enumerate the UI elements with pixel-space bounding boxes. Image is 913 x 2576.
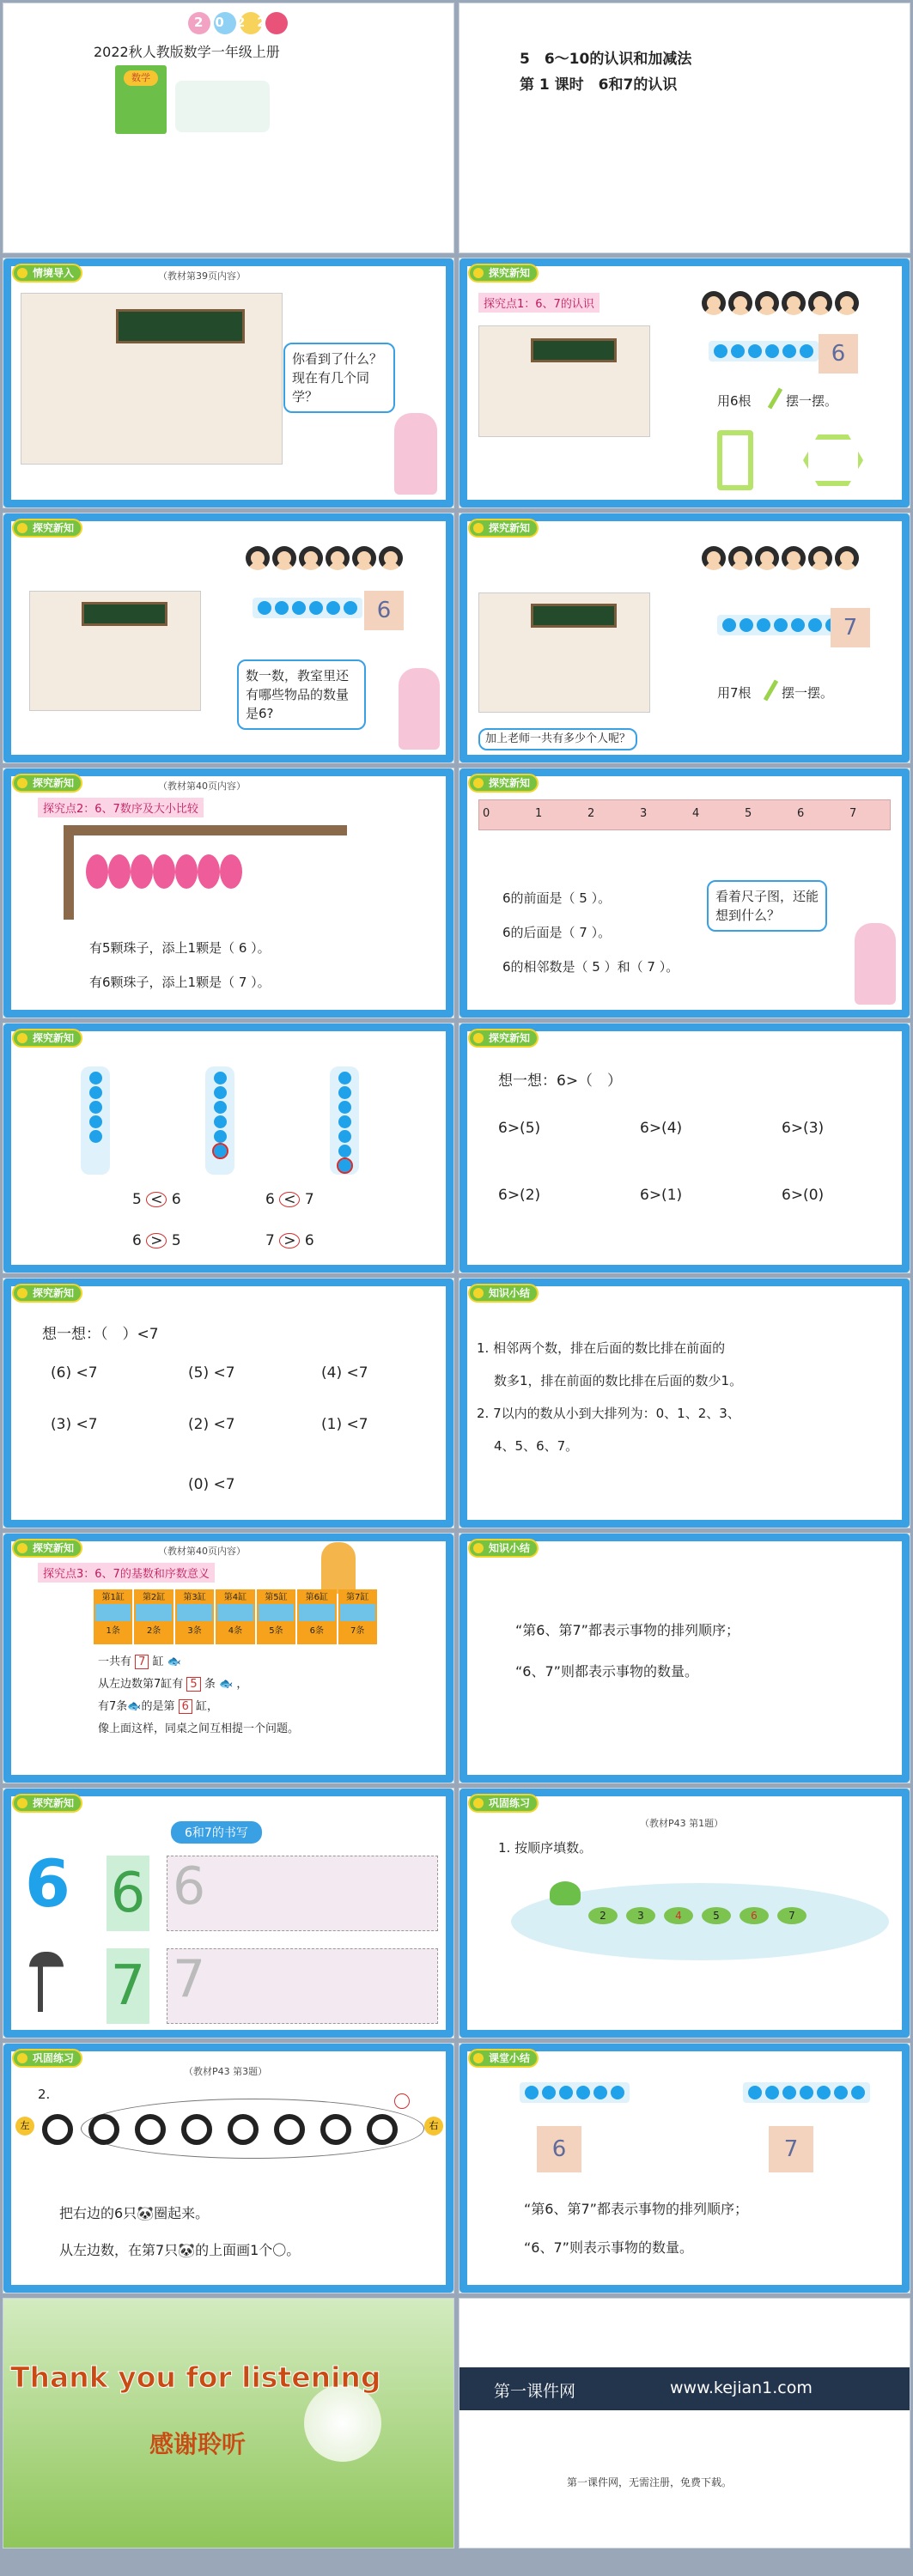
number-card-6: 6: [537, 2126, 581, 2172]
question: 1. 按顺序填数。: [498, 1840, 593, 1856]
page-note: （教材P43 第3题）: [184, 2066, 268, 2077]
thanks-zh: 感谢聆听: [149, 2430, 247, 2458]
bead-line-1: 有5颗珠子，添上1颗是（ 6 ）。: [89, 940, 271, 956]
brand-slogan: 第一课件网，无需注册，免费下载。: [567, 2476, 733, 2488]
frog-illustration: [550, 1881, 581, 1905]
pad-number: 4: [664, 1907, 693, 1924]
think-title: 想一想：（ ）<7: [42, 1326, 159, 1343]
answer-item: (0) <7: [188, 1476, 235, 1493]
abacus-post: [64, 825, 74, 920]
right-badge: 右: [424, 2117, 443, 2136]
tank-label: 第7缸: [346, 1593, 369, 1602]
ruler-tick: 4: [692, 807, 700, 820]
dot-row-6: [709, 341, 819, 361]
counter-7: [330, 1066, 359, 1175]
section-tag: 探究新知: [12, 519, 82, 538]
summary-point-2: 2. 7以内的数从小到大排列为：0、1、2、3、: [477, 1406, 740, 1421]
slide-think-2[interactable]: [3, 1278, 454, 1528]
slide-explore-1[interactable]: [459, 258, 910, 508]
dot-row-7: [717, 615, 844, 635]
answer-item: (1) <7: [321, 1416, 368, 1433]
ruler-tick: 2: [587, 807, 595, 820]
classroom-illustration: [478, 592, 650, 713]
classroom-illustration: [478, 325, 650, 437]
classroom-illustration: [21, 293, 283, 465]
speech-bubble: 你看到了什么？现在有几个同学？: [283, 343, 395, 413]
kids-row: [702, 546, 859, 570]
girl-illustration: [399, 668, 440, 750]
ruler-line-3: 6的相邻数是（ 5 ）和（ 7 ）。: [502, 959, 679, 975]
stick-shape-hexagon: [803, 434, 863, 486]
slide-thanks[interactable]: [3, 2298, 454, 2549]
dot-row-7: [743, 2082, 870, 2103]
stick-icon: [764, 679, 778, 701]
sickle-icon: [29, 1952, 64, 2012]
tank-label: 第5缸: [265, 1593, 288, 1602]
ruler-tick: 5: [745, 807, 752, 820]
stick-text-2: 摆一摆。: [786, 393, 838, 409]
thanks-en: Thank you for listening: [10, 2360, 381, 2394]
page-note: （教材第39页内容）: [158, 270, 246, 282]
compare-6-5: 6 > 5: [132, 1232, 181, 1249]
pad-number: 7: [777, 1907, 806, 1924]
answer-item: 6>(4): [640, 1120, 683, 1137]
speech-bubble: 数一数，教室里还有哪些物品的数量是6?: [237, 659, 366, 730]
slide-cardinal-ordinal[interactable]: [3, 1533, 454, 1783]
think-title: 想一想：6>（ ）: [498, 1072, 623, 1090]
question-caption: 加上老师一共有多少个人呢？: [478, 728, 637, 750]
tank-count: 5条: [269, 1626, 283, 1636]
answer-item: 6>(5): [498, 1120, 541, 1137]
stick-icon: [768, 387, 782, 409]
number-card-6: 6: [819, 334, 858, 374]
pad-number: 5: [702, 1907, 731, 1924]
tank-label: 第1缸: [101, 1593, 125, 1602]
answer-item: (5) <7: [188, 1364, 235, 1382]
answer-item: (4) <7: [321, 1364, 368, 1382]
stick-text-2: 摆一摆。: [782, 685, 834, 701]
pad-number: 3: [626, 1907, 655, 1924]
section-tag: 探究新知: [12, 774, 82, 793]
compare-5-6: 5 < 6: [132, 1191, 181, 1208]
boy-illustration: [321, 1542, 356, 1594]
number-card-6: 6: [364, 591, 404, 630]
slide-summary-2[interactable]: [459, 1533, 910, 1783]
slide-sequence-beads[interactable]: [3, 768, 454, 1018]
summary-point-2b: 4、5、6、7。: [494, 1438, 579, 1454]
summary-point-1b: 数多1，排在前面的数比排在后面的数少1。: [494, 1373, 743, 1388]
tank-count: 2条: [146, 1626, 161, 1636]
tank-label: 第2缸: [142, 1593, 166, 1602]
brand-url[interactable]: www.kejian1.com: [670, 2379, 813, 2397]
year-text: 2022: [194, 15, 278, 30]
task-line-1: 把右边的6只🐼圈起来。: [59, 2205, 210, 2221]
lily-pads: [588, 1907, 806, 1924]
section-tag: 探究新知: [12, 1029, 82, 1048]
compare-7-6: 7 > 6: [265, 1232, 314, 1249]
summary-line-2: “6、7”则都表示事物的数量。: [515, 1663, 698, 1680]
slide-situation[interactable]: [3, 258, 454, 508]
kids-row: [246, 546, 403, 570]
compare-6-7: 6 < 7: [265, 1191, 314, 1208]
section-tag: 探究新知: [468, 264, 539, 283]
section-tag: 巩固练习: [12, 2049, 82, 2068]
page-note: （教材第40页内容）: [158, 1546, 246, 1557]
slide-brand[interactable]: [459, 2298, 910, 2549]
girl-illustration: [855, 923, 896, 1005]
section-tag: 探究新知: [12, 1794, 82, 1813]
tank-count: 4条: [228, 1626, 243, 1636]
slide-title[interactable]: [459, 3, 910, 253]
circle-answer: [394, 2093, 410, 2109]
ruler-tick: 1: [535, 807, 543, 820]
tank-label: 第4缸: [223, 1593, 247, 1602]
tank-label: 第3缸: [183, 1593, 206, 1602]
slide-writing[interactable]: [3, 1788, 454, 2038]
slide-compare[interactable]: [3, 1023, 454, 1273]
counter-6: [205, 1066, 234, 1175]
fish-tank-row: [94, 1589, 377, 1644]
bead-line-2: 有6颗珠子，添上1颗是（ 7 ）。: [89, 975, 271, 990]
tank-line-4: 像上面这样，同桌之间互相提一个问题。: [98, 1722, 300, 1735]
abacus-beads: [86, 854, 242, 889]
answer-item: 6>(1): [640, 1187, 683, 1204]
panda-row: [42, 2114, 398, 2145]
tank-line-2: 从左边数第7缸有 5 条 🐟 ，: [98, 1678, 248, 1691]
page-note: （教材第40页内容）: [158, 781, 246, 792]
tank-count: 3条: [187, 1626, 202, 1636]
ruler-line-1: 6的前面是（ 5 ）。: [502, 890, 612, 906]
ruler-line-2: 6的后面是（ 7 ）。: [502, 925, 612, 940]
left-badge: 左: [15, 2117, 34, 2136]
slide-explore-3[interactable]: [459, 513, 910, 763]
girl-illustration: [394, 413, 437, 495]
section-tag: 探究新知: [468, 519, 539, 538]
answer-item: 6>(0): [782, 1187, 825, 1204]
section-tag: 巩固练习: [468, 1794, 539, 1813]
summary-line-1: “第6、第7”都表示事物的排列顺序；: [524, 2201, 748, 2217]
explore-point: 探究点2：6、7数序及大小比较: [38, 798, 204, 817]
classroom-illustration: [29, 591, 201, 711]
section-tag: 探究新知: [12, 1539, 82, 1558]
number-card-7: 7: [769, 2126, 813, 2172]
task-line-2: 从左边数，在第7只🐼的上面画1个〇。: [59, 2242, 301, 2258]
ruler-tick: 6: [797, 807, 805, 820]
summary-line-1: “第6、第7”都表示事物的排列顺序；: [515, 1622, 740, 1638]
answer-item: 6>(3): [782, 1120, 825, 1137]
slide-think-1[interactable]: [459, 1023, 910, 1273]
section-tag: 知识小结: [468, 1284, 539, 1303]
dandelion-illustration: [304, 2385, 381, 2462]
stick-text-1: 用6根: [717, 393, 752, 409]
lesson-title: 第 1 课时 6和7的认识: [520, 76, 678, 94]
dot-row-6: [520, 2082, 630, 2103]
slide-explore-2[interactable]: [3, 513, 454, 763]
dot-row-6: [253, 598, 362, 618]
digit-6-box: 6: [107, 1856, 149, 1931]
tank-count: 7条: [350, 1626, 365, 1636]
ruler: [478, 799, 891, 830]
question: 2.: [38, 2087, 51, 2102]
writing-title: 6和7的书写: [171, 1821, 262, 1844]
section-tag: 知识小结: [468, 1539, 539, 1558]
digit-7-box: 7: [107, 1948, 149, 2024]
pad-number: 6: [740, 1907, 769, 1924]
unit-title: 5 6～10的认识和加减法: [520, 51, 692, 68]
slide-class-summary[interactable]: [459, 2043, 910, 2293]
digit-6-large: 6: [25, 1845, 70, 1922]
stick-text-1: 用7根: [717, 685, 752, 701]
book-cover-image: 数学: [115, 65, 167, 134]
kids-row: [702, 291, 859, 315]
tank-count: 6条: [309, 1626, 324, 1636]
answer-item: (3) <7: [51, 1416, 98, 1433]
slide-practice-1[interactable]: [459, 1788, 910, 2038]
writing-grid-7: 7: [167, 1948, 438, 2024]
page-note: （教材P43 第1题）: [640, 1818, 724, 1829]
tank-line-3: 有7条🐟的是第 6 缸，: [98, 1700, 219, 1713]
ruler-tick: 7: [849, 807, 857, 820]
slide-ruler[interactable]: [459, 768, 910, 1018]
section-tag: 情境导入: [12, 264, 82, 283]
number-card-7: 7: [831, 608, 870, 647]
slide-cover[interactable]: [3, 3, 454, 253]
ruler-tick: 3: [640, 807, 648, 820]
explore-point: 探究点3：6、7的基数和序数意义: [38, 1563, 215, 1583]
summary-line-2: “6、7”则表示事物的数量。: [524, 2239, 693, 2256]
slide-practice-2[interactable]: [3, 2043, 454, 2293]
answer-item: 6>(2): [498, 1187, 541, 1204]
stick-shape-six: [717, 430, 753, 490]
teacher-illustration: [175, 81, 270, 132]
abacus-bar: [64, 825, 347, 835]
explore-point: 探究点1：6、7的认识: [478, 293, 600, 313]
section-tag: 探究新知: [12, 1284, 82, 1303]
slide-summary-1[interactable]: [459, 1278, 910, 1528]
section-tag: 探究新知: [468, 774, 539, 793]
writing-grid-6: 6: [167, 1856, 438, 1931]
book-title: 2022秋人教版数学一年级上册: [94, 44, 280, 60]
summary-point-1: 1. 相邻两个数，排在后面的数比排在前面的: [477, 1340, 726, 1356]
counter-5: [81, 1066, 110, 1175]
answer-item: (6) <7: [51, 1364, 98, 1382]
tank-label: 第6缸: [305, 1593, 328, 1602]
pad-number: 2: [588, 1907, 618, 1924]
answer-item: (2) <7: [188, 1416, 235, 1433]
ruler-tick: 0: [483, 807, 490, 820]
tank-line-1: 一共有 7 缸 🐟: [98, 1656, 181, 1668]
section-tag: 探究新知: [468, 1029, 539, 1048]
section-tag: 课堂小结: [468, 2049, 539, 2068]
tank-count: 1条: [106, 1626, 120, 1636]
speech-bubble: 看着尺子图，还能想到什么？: [707, 880, 827, 932]
brand-name: 第一课件网: [494, 2382, 576, 2401]
